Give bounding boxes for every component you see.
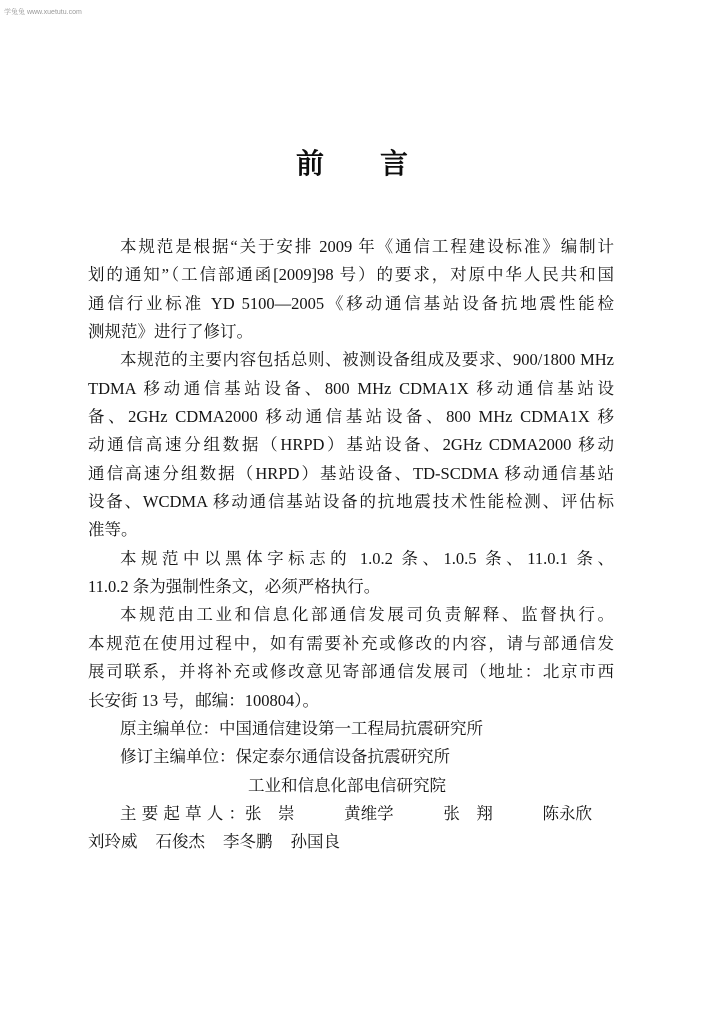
watermark: 学兔兔 www.xuetutu.com xyxy=(4,9,82,16)
drafter-name: 刘玲威 xyxy=(88,832,138,852)
drafter-name: 张 崇 xyxy=(245,803,295,823)
drafters-row-2 xyxy=(88,828,614,856)
page-title-char-1: 前 xyxy=(296,149,325,180)
page-title-char-2: 言 xyxy=(380,149,409,180)
paragraph-2-line-3: 备、2GHz CDMA2000 移动通信基站设备、800 MHz CDMA1X 移 xyxy=(88,407,614,427)
drafters-names xyxy=(245,800,592,828)
paragraph-3-line-2: 11.0.2 条为强制性条文，必须严格执行。 xyxy=(88,577,381,597)
drafter-name: 张 翔 xyxy=(443,803,493,823)
drafter-name: 李冬鹏 xyxy=(223,832,273,852)
paragraph-2-line-4: 动通信高速分组数据（HRPD）基站设备、2GHz CDMA2000 移动 xyxy=(88,435,614,455)
paragraph-3-line-1: 本规范中以黑体字标志的 1.0.2 条、1.0.5 条、11.0.1 条、 xyxy=(120,548,614,568)
paragraph-1-line-3: 通信行业标准 YD 5100—2005《移动通信基站设备抗地震性能检 xyxy=(88,293,614,313)
paragraph-1-line-4: 测规范》进行了修订。 xyxy=(88,322,253,342)
paragraph-1-line-2: 划的通知”（工信部通函[2009]98 号）的要求，对原中华人民共和国 xyxy=(88,265,614,285)
revision-editor-unit: 修订主编单位：保定泰尔通信设备抗震研究所 xyxy=(120,747,450,767)
preface-body xyxy=(88,233,614,857)
revision-editor-unit-2: 工业和信息化部电信研究院 xyxy=(248,775,446,795)
drafter-name: 黄维学 xyxy=(344,803,394,823)
paragraph-2-line-5: 通信高速分组数据（HRPD）基站设备、TD-SCDMA 移动通信基站 xyxy=(88,463,614,483)
paragraph-4-line-2: 本规范在使用过程中，如有需要补充或修改的内容，请与部通信发 xyxy=(88,633,614,653)
paragraph-2-line-2: TDMA 移动通信基站设备、800 MHz CDMA1X 移动通信基站设 xyxy=(88,378,614,398)
paragraph-4-line-3: 展司联系，并将补充或修改意见寄部通信发展司（地址：北京市西 xyxy=(88,662,614,682)
paragraph-4-line-4: 长安街 13 号，邮编：100804）。 xyxy=(88,690,319,710)
paragraph-1-line-1: 本规范是根据“关于安排 2009 年《通信工程建设标准》编制计 xyxy=(120,237,614,256)
drafter-name: 石俊杰 xyxy=(155,832,205,852)
paragraph-4-line-1: 本规范由工业和信息化部通信发展司负责解释、监督执行。 xyxy=(120,605,614,625)
original-editor-unit: 原主编单位：中国通信建设第一工程局抗震研究所 xyxy=(120,718,483,738)
drafters-label: 主要起草人： xyxy=(120,803,245,823)
paragraph-2-line-6: 设备、WCDMA 移动通信基站设备的抗地震技术性能检测、评估标 xyxy=(88,492,614,512)
paragraph-2-line-7: 准等。 xyxy=(88,520,138,540)
drafter-name: 陈永欣 xyxy=(542,803,592,823)
paragraph-2-line-1: 本规范的主要内容包括总则、被测设备组成及要求、900/1800 MHz xyxy=(120,350,614,370)
drafter-name: 孙国良 xyxy=(290,832,340,852)
drafters-row-1 xyxy=(88,800,614,828)
